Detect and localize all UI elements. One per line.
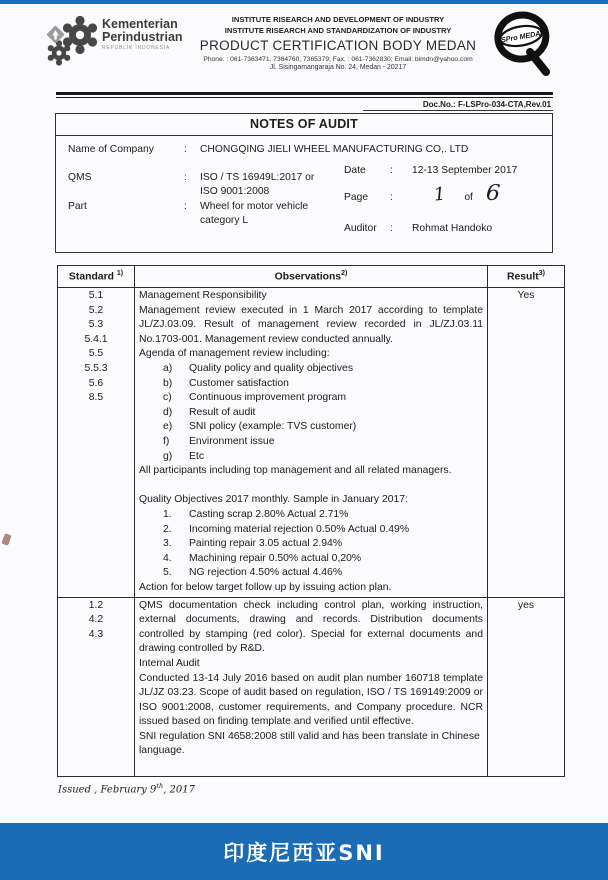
standard-code: 5.4.1 bbox=[84, 333, 108, 345]
observation-paragraph: All participants including top management and all related managers. bbox=[139, 465, 452, 477]
result-column-header: Result$^{3)}$ bbox=[488, 266, 565, 288]
field-page bbox=[344, 180, 544, 207]
footnote-marker: 1) bbox=[116, 270, 124, 277]
form-right-column bbox=[344, 164, 544, 236]
field-value bbox=[412, 180, 501, 207]
observation-list bbox=[139, 362, 483, 464]
audit-table-row bbox=[58, 288, 565, 597]
issued-date-line: Issued , February 9th, 2017 bbox=[58, 782, 195, 796]
field-value: Wheel for motor vehicle bbox=[200, 201, 309, 212]
address-line: Jl. Sisingamangaraja No. 24, Medan - 20217 bbox=[269, 63, 407, 71]
table-header-row bbox=[58, 266, 565, 288]
field-label: Page bbox=[344, 192, 369, 203]
observation-list-item: Casting scrap 2.80% Actual 2.71% bbox=[189, 508, 349, 520]
field-colon: : bbox=[390, 192, 393, 203]
standard-code: 5.3 bbox=[88, 319, 104, 331]
result-cell: yes bbox=[488, 597, 565, 776]
standard-code: 5.6 bbox=[88, 377, 104, 389]
field-label: Part bbox=[68, 201, 87, 212]
standard-code: 5.5 bbox=[88, 348, 104, 360]
field-colon: : bbox=[390, 223, 393, 234]
lspro-medan-logo-icon bbox=[494, 10, 552, 76]
observations-cell bbox=[135, 288, 488, 597]
observation-list-item: Painting repair 3.05 actual 2.94% bbox=[189, 538, 343, 550]
lspro-logo-text: LSPro MEDAN bbox=[495, 27, 547, 46]
contact-line: Phone. : 061-7363471, 7364760, 7365379; Fax. : 061-7362830; Email: bimdn@yahoo.com bbox=[203, 55, 473, 63]
observation-list-item: Result of audit bbox=[189, 406, 256, 418]
notes-of-audit-box bbox=[55, 113, 553, 253]
standard-codes-cell bbox=[58, 597, 135, 776]
letterhead-divider bbox=[56, 92, 553, 98]
standard-code: 1.2 bbox=[88, 599, 104, 611]
ministry-line2: Perindustrian bbox=[102, 30, 183, 45]
observation-list bbox=[139, 508, 483, 581]
observation-list-item: Etc bbox=[189, 450, 205, 462]
field-value: CHONGQING JIELI WHEEL MANUFACTURING CO,. LTD bbox=[200, 144, 469, 155]
observation-paragraph: QMS documentation check including control plan, working instruction, external documents, drawing and records. Distribution documents controlled by stamping (red color). Special for external documents and drawing controlled by R&D. bbox=[139, 599, 483, 655]
field-name-of-company bbox=[68, 143, 542, 157]
observations-cell bbox=[135, 597, 488, 776]
audit-table-row bbox=[58, 597, 565, 776]
handwritten-total-pages: 6 bbox=[484, 180, 501, 207]
observation-list-item: Incoming material rejection 0.50% Actual 0.49% bbox=[189, 523, 410, 535]
form-left-column bbox=[68, 171, 354, 228]
scan-artifact bbox=[1, 533, 11, 546]
top-border-strip bbox=[0, 0, 608, 4]
field-auditor bbox=[344, 222, 544, 236]
standard-code: 5.5.3 bbox=[84, 363, 108, 375]
standard-code: 8.5 bbox=[88, 392, 104, 404]
observations-column-header: Observations$^{2)}$ bbox=[135, 266, 488, 288]
audit-observations-table bbox=[57, 265, 565, 777]
observation-list-item: Continuous improvement program bbox=[189, 392, 347, 404]
observation-paragraph: Action for below target follow up by issuing action plan. bbox=[139, 581, 392, 593]
observation-list-item: NG rejection 4.50% actual 4.46% bbox=[189, 567, 343, 579]
notes-title: NOTES OF AUDIT bbox=[56, 114, 552, 136]
footnote-marker: 3) bbox=[538, 270, 545, 277]
ministry-line3: REPUBLIK INDONESIA bbox=[102, 45, 171, 52]
observation-paragraph: Conducted 13-14 July 2016 based on audit plan number 160718 template JL/JZ 03.23. Scope of audit based on regulation, ISO / TS 169149:2009 or ISO 9001:2008, customer requirements, and Company procedure. NCR issued based on finding template and verified until effective. bbox=[139, 672, 483, 728]
handwritten-page-number: 1 bbox=[432, 183, 447, 206]
field-colon: : bbox=[184, 201, 187, 212]
field-value-line2: ISO 9001:2008 bbox=[200, 186, 270, 197]
result-cell: Yes bbox=[488, 288, 565, 597]
observation-list-item: Machining repair 0.50% actual 0,20% bbox=[189, 552, 362, 564]
field-value: Rohmat Handoko bbox=[412, 223, 493, 234]
standard-code: 5.1 bbox=[88, 290, 104, 302]
field-value: ISO / TS 16949L:2017 or bbox=[200, 172, 315, 183]
field-part bbox=[68, 200, 354, 228]
field-label: Name of Company bbox=[68, 144, 154, 155]
field-value: 12-13 September 2017 bbox=[412, 165, 518, 176]
field-value-line2: category L bbox=[200, 215, 249, 226]
standard-code: 4.3 bbox=[88, 628, 104, 640]
field-qms bbox=[68, 171, 354, 199]
observation-blank-line bbox=[139, 479, 483, 494]
page-of-text: of bbox=[464, 192, 473, 203]
observation-paragraph: Quality Objectives 2017 monthly. Sample in January 2017: bbox=[139, 494, 408, 506]
ministry-line1: Kementerian bbox=[102, 17, 178, 31]
field-label: QMS bbox=[68, 172, 92, 183]
observation-paragraph: Internal Audit bbox=[139, 657, 200, 669]
observation-paragraph: Management Responsibility bbox=[139, 290, 267, 302]
field-date bbox=[344, 164, 544, 178]
org-line2: INSTITUTE RISEARCH AND STANDARDIZATION OF INDUSTRY bbox=[224, 26, 452, 36]
standard-code: 4.2 bbox=[88, 614, 104, 626]
standard-code: 5.2 bbox=[88, 304, 104, 316]
footer-banner-text: 印度尼西亚SNI bbox=[223, 840, 385, 865]
observation-paragraph: SNI regulation SNI 4658:2008 still valid and has been translate in Chinese language. bbox=[139, 730, 480, 757]
audit-form-fields bbox=[56, 136, 552, 234]
observation-paragraph: Management review executed in 1 March 2017 according to template JL/ZJ.03.09. Result of management review recorded in JL/ZJ.03.11 No.1703-001. Management review conducted annually. bbox=[139, 304, 483, 345]
doc-number: Doc.No.: F-LSPro-034-CTA,Rev.01 bbox=[363, 100, 553, 111]
field-colon: : bbox=[184, 172, 187, 183]
observation-list-item: SNI policy (example: TVS customer) bbox=[189, 421, 357, 433]
org-line1: INSTITUTE RISEARCH AND DEVELOPMENT OF INDUSTRY bbox=[231, 15, 445, 24]
standard-column-header: Standard $^{1)}$ bbox=[58, 266, 135, 288]
observation-list-item: Environment issue bbox=[189, 436, 275, 447]
field-colon: : bbox=[184, 144, 187, 155]
organization-block bbox=[160, 14, 516, 71]
standard-codes-cell bbox=[58, 288, 135, 597]
org-line3: PRODUCT CERTIFICATION BODY MEDAN bbox=[199, 37, 477, 53]
letterhead bbox=[0, 10, 608, 90]
footnote-marker: 2) bbox=[341, 270, 348, 277]
field-label: Date bbox=[344, 165, 366, 176]
footer-banner bbox=[0, 823, 608, 880]
field-label: Auditor bbox=[344, 223, 377, 234]
kemenperin-gears-logo-icon bbox=[44, 16, 102, 68]
field-colon: : bbox=[390, 165, 393, 176]
observation-paragraph: Agenda of management review including: bbox=[139, 348, 330, 360]
observation-list-item: Customer satisfaction bbox=[189, 377, 289, 389]
observation-list-item: Quality policy and quality objectives bbox=[189, 363, 354, 375]
